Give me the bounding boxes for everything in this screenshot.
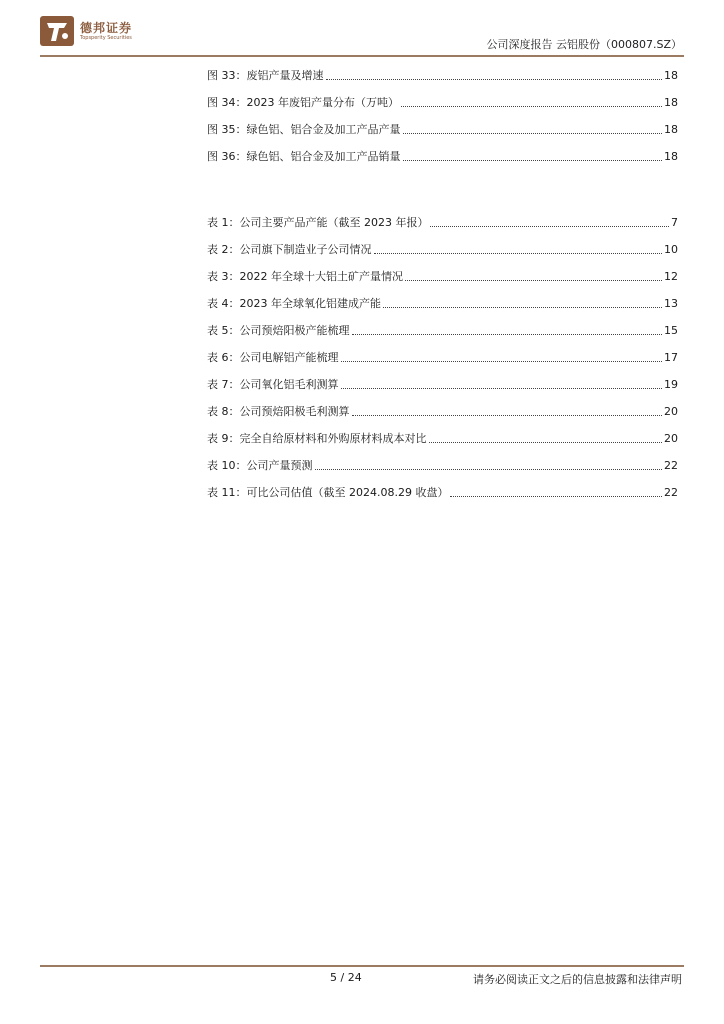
toc-label: 表 11：可比公司估值（截至 2024.08.29 收盘） — [207, 486, 449, 499]
toc-page: 15 — [664, 324, 678, 337]
toc-row[interactable] — [207, 295, 678, 311]
toc-label: 表 7：公司氧化铝毛利测算 — [207, 378, 339, 391]
toc-page: 20 — [664, 405, 678, 418]
toc-row[interactable] — [207, 67, 678, 83]
toc-row[interactable] — [207, 430, 678, 446]
toc-label: 表 1：公司主要产品产能（截至 2023 年报） — [207, 216, 429, 229]
toc-row[interactable] — [207, 214, 678, 230]
toc-row[interactable] — [207, 484, 678, 500]
toc-page: 18 — [664, 150, 678, 163]
page-number: 5 / 24 — [330, 971, 362, 984]
toc-page: 10 — [664, 243, 678, 256]
toc-page: 12 — [664, 270, 678, 283]
toc-row[interactable] — [207, 457, 678, 473]
toc-row[interactable] — [207, 268, 678, 284]
toc-page: 7 — [671, 216, 678, 229]
toc-row[interactable] — [207, 94, 678, 110]
toc-leader — [352, 334, 663, 335]
toc-page: 13 — [664, 297, 678, 310]
toc-leader — [374, 253, 663, 254]
toc-leader — [403, 133, 663, 134]
toc-page: 22 — [664, 459, 678, 472]
toc-label: 表 5：公司预焙阳极产能梳理 — [207, 324, 350, 337]
toc-leader — [450, 496, 662, 497]
logo-text-cn: 德邦证券 — [80, 21, 133, 35]
toc-row[interactable] — [207, 376, 678, 392]
toc-page: 19 — [664, 378, 678, 391]
toc-page: 20 — [664, 432, 678, 445]
header-divider — [40, 55, 684, 57]
toc-row[interactable] — [207, 322, 678, 338]
toc-label: 图 36：绿色铝、铝合金及加工产品销量 — [207, 150, 401, 163]
toc-label: 表 4：2023 年全球氧化铝建成产能 — [207, 297, 381, 310]
logo-text-en: Topsperity Securities — [80, 35, 132, 41]
toc-row[interactable] — [207, 349, 678, 365]
toc-leader — [341, 361, 663, 362]
toc-leader — [430, 226, 669, 227]
footer-divider — [40, 965, 684, 967]
disclaimer-text: 请务必阅读正文之后的信息披露和法律声明 — [473, 973, 682, 986]
toc-label: 表 2：公司旗下制造业子公司情况 — [207, 243, 372, 256]
toc-page: 18 — [664, 123, 678, 136]
toc-leader — [429, 442, 663, 443]
toc-leader — [352, 415, 663, 416]
toc-label: 表 10：公司产量预测 — [207, 459, 313, 472]
toc-label: 表 8：公司预焙阳极毛利测算 — [207, 405, 350, 418]
logo-icon — [40, 14, 74, 48]
toc-label: 图 35：绿色铝、铝合金及加工产品产量 — [207, 123, 401, 136]
toc-leader — [315, 469, 663, 470]
toc-row[interactable] — [207, 148, 678, 164]
toc-row[interactable] — [207, 121, 678, 137]
toc-label: 表 6：公司电解铝产能梳理 — [207, 351, 339, 364]
page-header — [0, 0, 724, 60]
toc-label: 表 3：2022 年全球十大铝土矿产量情况 — [207, 270, 403, 283]
toc-label: 表 9：完全自给原材料和外购原材料成本对比 — [207, 432, 427, 445]
toc-page: 18 — [664, 96, 678, 109]
report-title: 公司深度报告 云铝股份（000807.SZ） — [486, 38, 682, 51]
company-logo — [40, 14, 140, 48]
toc-page: 22 — [664, 486, 678, 499]
toc-leader — [383, 307, 662, 308]
toc-row[interactable] — [207, 241, 678, 257]
toc-label: 图 34：2023 年废铝产量分布（万吨） — [207, 96, 399, 109]
toc-label: 图 33：废铝产量及增速 — [207, 69, 324, 82]
toc-page: 17 — [664, 351, 678, 364]
toc-leader — [405, 280, 662, 281]
toc-page: 18 — [664, 69, 678, 82]
toc-leader — [401, 106, 662, 107]
toc-leader — [326, 79, 663, 80]
toc-leader — [341, 388, 663, 389]
toc-leader — [403, 160, 663, 161]
toc-row[interactable] — [207, 403, 678, 419]
